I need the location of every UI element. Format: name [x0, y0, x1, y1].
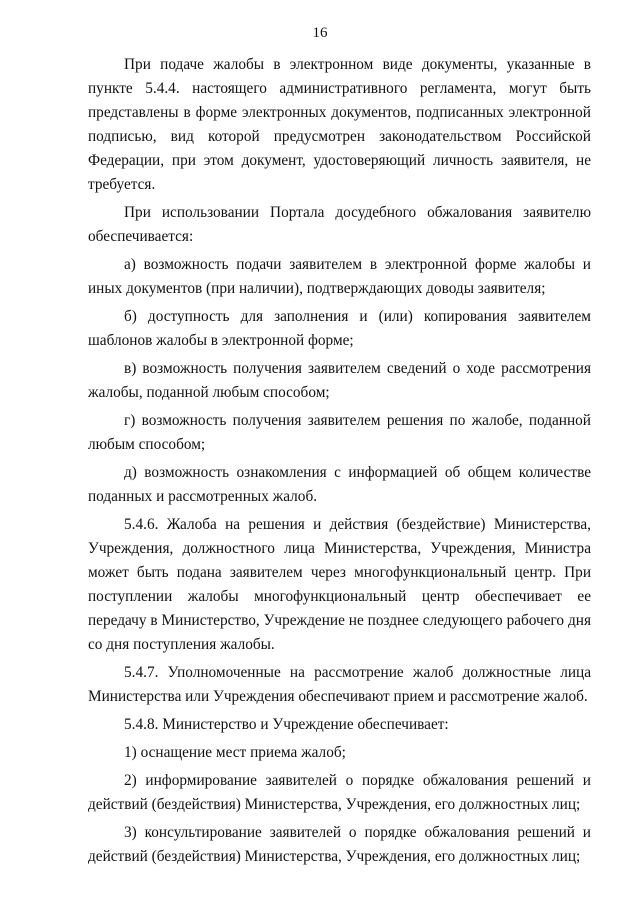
- list-item: 2) информирование заявителей о порядке обжалования решений и действий (бездействия) Министерства, Учреждения, его должностных лиц;: [88, 772, 591, 813]
- document-body: [88, 53, 591, 873]
- list-item: б) доступность для заполнения и (или) копирования заявителем шаблонов жалобы в электронной форме;: [88, 308, 591, 349]
- paragraph: При использовании Портала досудебного обжалования заявителю обеспечивается:: [88, 204, 591, 245]
- list-item: 1) оснащение мест приема жалоб;: [124, 744, 346, 761]
- page-number: 16: [312, 25, 328, 41]
- list-item: д) возможность ознакомления с информацией об общем количестве поданных и рассмотренных жалоб.: [88, 464, 591, 505]
- clause-paragraph: 5.4.7. Уполномоченные на рассмотрение жалоб должностные лица Министерства или Учреждения обеспечивают прием и рассмотрение жалоб.: [88, 664, 591, 705]
- clause-paragraph: 5.4.6. Жалоба на решения и действия (бездействие) Министерства, Учреждения, должностного лица Министерства, Учреждения, Министра может быть подана заявителем через многофункциональный центр. При поступлении жалобы многофункциональный центр обеспечивает ее передачу в Министерство, Учреждение не позднее следующего рабочего дня со дня поступления жалобы.: [88, 516, 591, 653]
- clause-paragraph: 5.4.8. Министерство и Учреждение обеспечивает:: [124, 716, 449, 733]
- list-item: г) возможность получения заявителем решения по жалобе, поданной любым способом;: [88, 412, 591, 453]
- list-item: в) возможность получения заявителем сведений о ходе рассмотрения жалобы, поданной любым способом;: [88, 360, 591, 401]
- paragraph: При подаче жалобы в электронном виде документы, указанные в пункте 5.4.4. настоящего административного регламента, могут быть представлены в форме электронных документов, подписанных электронной подписью, вид которой предусмотрен законодательством Российской Федерации, при этом документ, удостоверяющий личность заявителя, не требуется.: [88, 56, 591, 193]
- list-item: 3) консультирование заявителей о порядке обжалования решений и действий (бездействия) Министерства, Учреждения, его должностных лиц;: [88, 824, 591, 865]
- list-item: а) возможность подачи заявителем в электронной форме жалобы и иных документов (при наличии), подтверждающих доводы заявителя;: [88, 256, 591, 297]
